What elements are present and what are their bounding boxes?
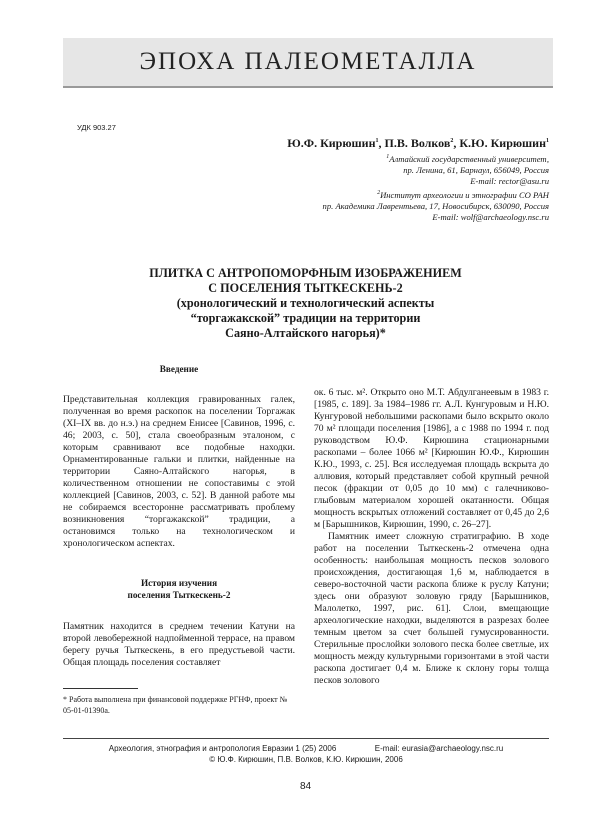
affil-mark: 1: [386, 154, 390, 160]
title-line: ПЛИТКА С АНТРОПОМОРФНЫМ ИЗОБРАЖЕНИЕМ: [149, 266, 462, 280]
footer-copyright: © Ю.Ф. Кирюшин, П.В. Волков, К.Ю. Кирюшин, 2006: [209, 755, 403, 764]
page-footer: [63, 743, 549, 765]
title-line: “торгажакской” традиции на территории: [190, 311, 421, 325]
affiliation-line: [209, 165, 549, 176]
title-line: Саяно-Алтайского нагорья)*: [225, 326, 386, 340]
section-heading-intro: Введение: [159, 364, 199, 374]
author-affil-mark: 2: [450, 138, 454, 144]
author-name: Ю.Ф. Кирюшин: [287, 136, 376, 150]
title-line: С ПОСЕЛЕНИЯ ТЫТКЕСКЕНЬ-2: [208, 281, 403, 295]
body-paragraph: ок. 6 тыс. м². Открыто оно М.Т. Абдулганеевым в 1983 г. [1985, с. 189]. За 1984–1986 гг. А.Л. Кунгуровым и Н.Ю. Кунгуровой небольшими раскопами было вскрыто около 70 м² площади поселения [1986], а с 1988 по 1994 г. под руководством Ю.Ф. Кирюшина стационарными раскопами – более 1066 м² [Кирюшин Ю.Ф., Кирюшин К.Ю., 1993, с. 25]. Вся исследуемая площадь вскрыта до аллювия, который представляет собой крупный речной песок (фракции от 0,05 до 10 мм) с галечниково-глыбовым материалом хорошей окатанности. Общая мощность вскрытых отложений составляет от 0,45 до 2,6 м [Барышников, Кирюшин, 1990, с. 26–27].: [314, 387, 549, 530]
author-affil-mark: 1: [375, 138, 379, 144]
affiliation-line: [209, 152, 549, 165]
affiliations: [209, 152, 549, 224]
affil-email[interactable]: E-mail: rector@asu.ru: [470, 176, 549, 187]
affil-mark: 2: [377, 189, 381, 196]
affiliation-line: [209, 212, 549, 223]
journal-email[interactable]: E-mail: eurasia@archaeology.nsc.ru: [374, 744, 504, 753]
author-list: [287, 136, 549, 151]
affil-text: Институт археологии и этнографии СО РАН: [380, 189, 549, 200]
author-name: К.Ю. Кирюшин: [459, 136, 546, 150]
author-affil-mark: 1: [546, 138, 549, 144]
udk-code: УДК 903.27: [77, 123, 116, 132]
author-separator: ,: [378, 136, 385, 150]
affiliation-line: [209, 201, 549, 212]
article-title: [100, 266, 511, 341]
section-heading-history: [63, 577, 295, 601]
body-paragraph: Памятник имеет сложную стратиграфию. В ходе работ на поселении Тыткескень-2 отмечена одна особенность: наибольшая мощность песков золового происхождения, достигающая 1,6 м, наблюдается в северо-восточной части раскопа ближе к руслу Катуни; здесь они образуют золовую гряду [Барышников, Малолетко, 1997, рис. 61]. Слои, вмещающие археологические находки, выделяются в разрезах более темным цветом за счет большей гумусированности. Стерильные прослойки золового песка более светлые, их мощность между культурными горизонтами в этой части раскопа достигает 0,4 м. Ближе к склону горы толща песков золового: [314, 531, 549, 686]
affiliation-line: [209, 188, 549, 201]
affiliation-line: [209, 176, 549, 187]
section-title: ЭПОХА ПАЛЕОМЕТАЛЛА: [139, 48, 477, 75]
heading-line: поселения Тыткескень-2: [127, 590, 231, 600]
footer-divider: [63, 738, 549, 739]
title-line: (хронологический и технологический аспекты: [176, 296, 435, 310]
author-name: П.В. Волков: [384, 136, 451, 150]
left-column: [63, 363, 295, 669]
section-banner: [63, 38, 553, 88]
footnote-divider: [63, 688, 138, 689]
heading-line: История изучения: [140, 578, 218, 588]
affil-email[interactable]: E-mail: wolf@archaeology.nsc.ru: [432, 212, 549, 223]
affil-text: Алтайский государственный университет,: [389, 153, 549, 164]
affil-text: пр. Академика Лаврентьева, 17, Новосибирск, 630090, Россия: [322, 200, 549, 211]
footnote: * Работа выполнена при финансовой поддержке РГНФ, проект № 05-01-01390а.: [63, 695, 288, 715]
intro-paragraph: Представительная коллекция гравированных галек, полученная во время раскопок на поселении Торгажак (XI–IX вв. до н.э.) на среднем Енисее [Савинов, 1996, с. 46; 2003, с. 50], стала своеобразным эталоном, с которым сравнивают все подобные находки. Орнаментированные гальки и плитки, найденные на территории Саяно-Алтайского нагорья, в количественном отношении не сопоставимы с этой коллекцией [Савинов, 2003, с. 52]. В данной работе мы не собираемся всесторонне рассматривать проблему возникновения “торгажакской” традиции, а остановимся только на технологическом и хронологическом аспектах.: [63, 394, 295, 549]
page-number: 84: [299, 781, 312, 792]
journal-citation: Археология, этнография и антропология Евразии 1 (25) 2006: [108, 744, 337, 753]
footer-journal-row: [63, 743, 549, 754]
affil-text: пр. Ленина, 61, Барнаул, 656049, Россия: [403, 165, 549, 176]
right-column: [314, 387, 549, 687]
history-paragraph: Памятник находится в среднем течении Катуни на второй левобережной надпойменной террасе, на правом берегу ручья Тыткескень, в его предустьевой части. Общая площадь поселения составляет: [63, 621, 295, 668]
author-separator: ,: [453, 136, 460, 150]
